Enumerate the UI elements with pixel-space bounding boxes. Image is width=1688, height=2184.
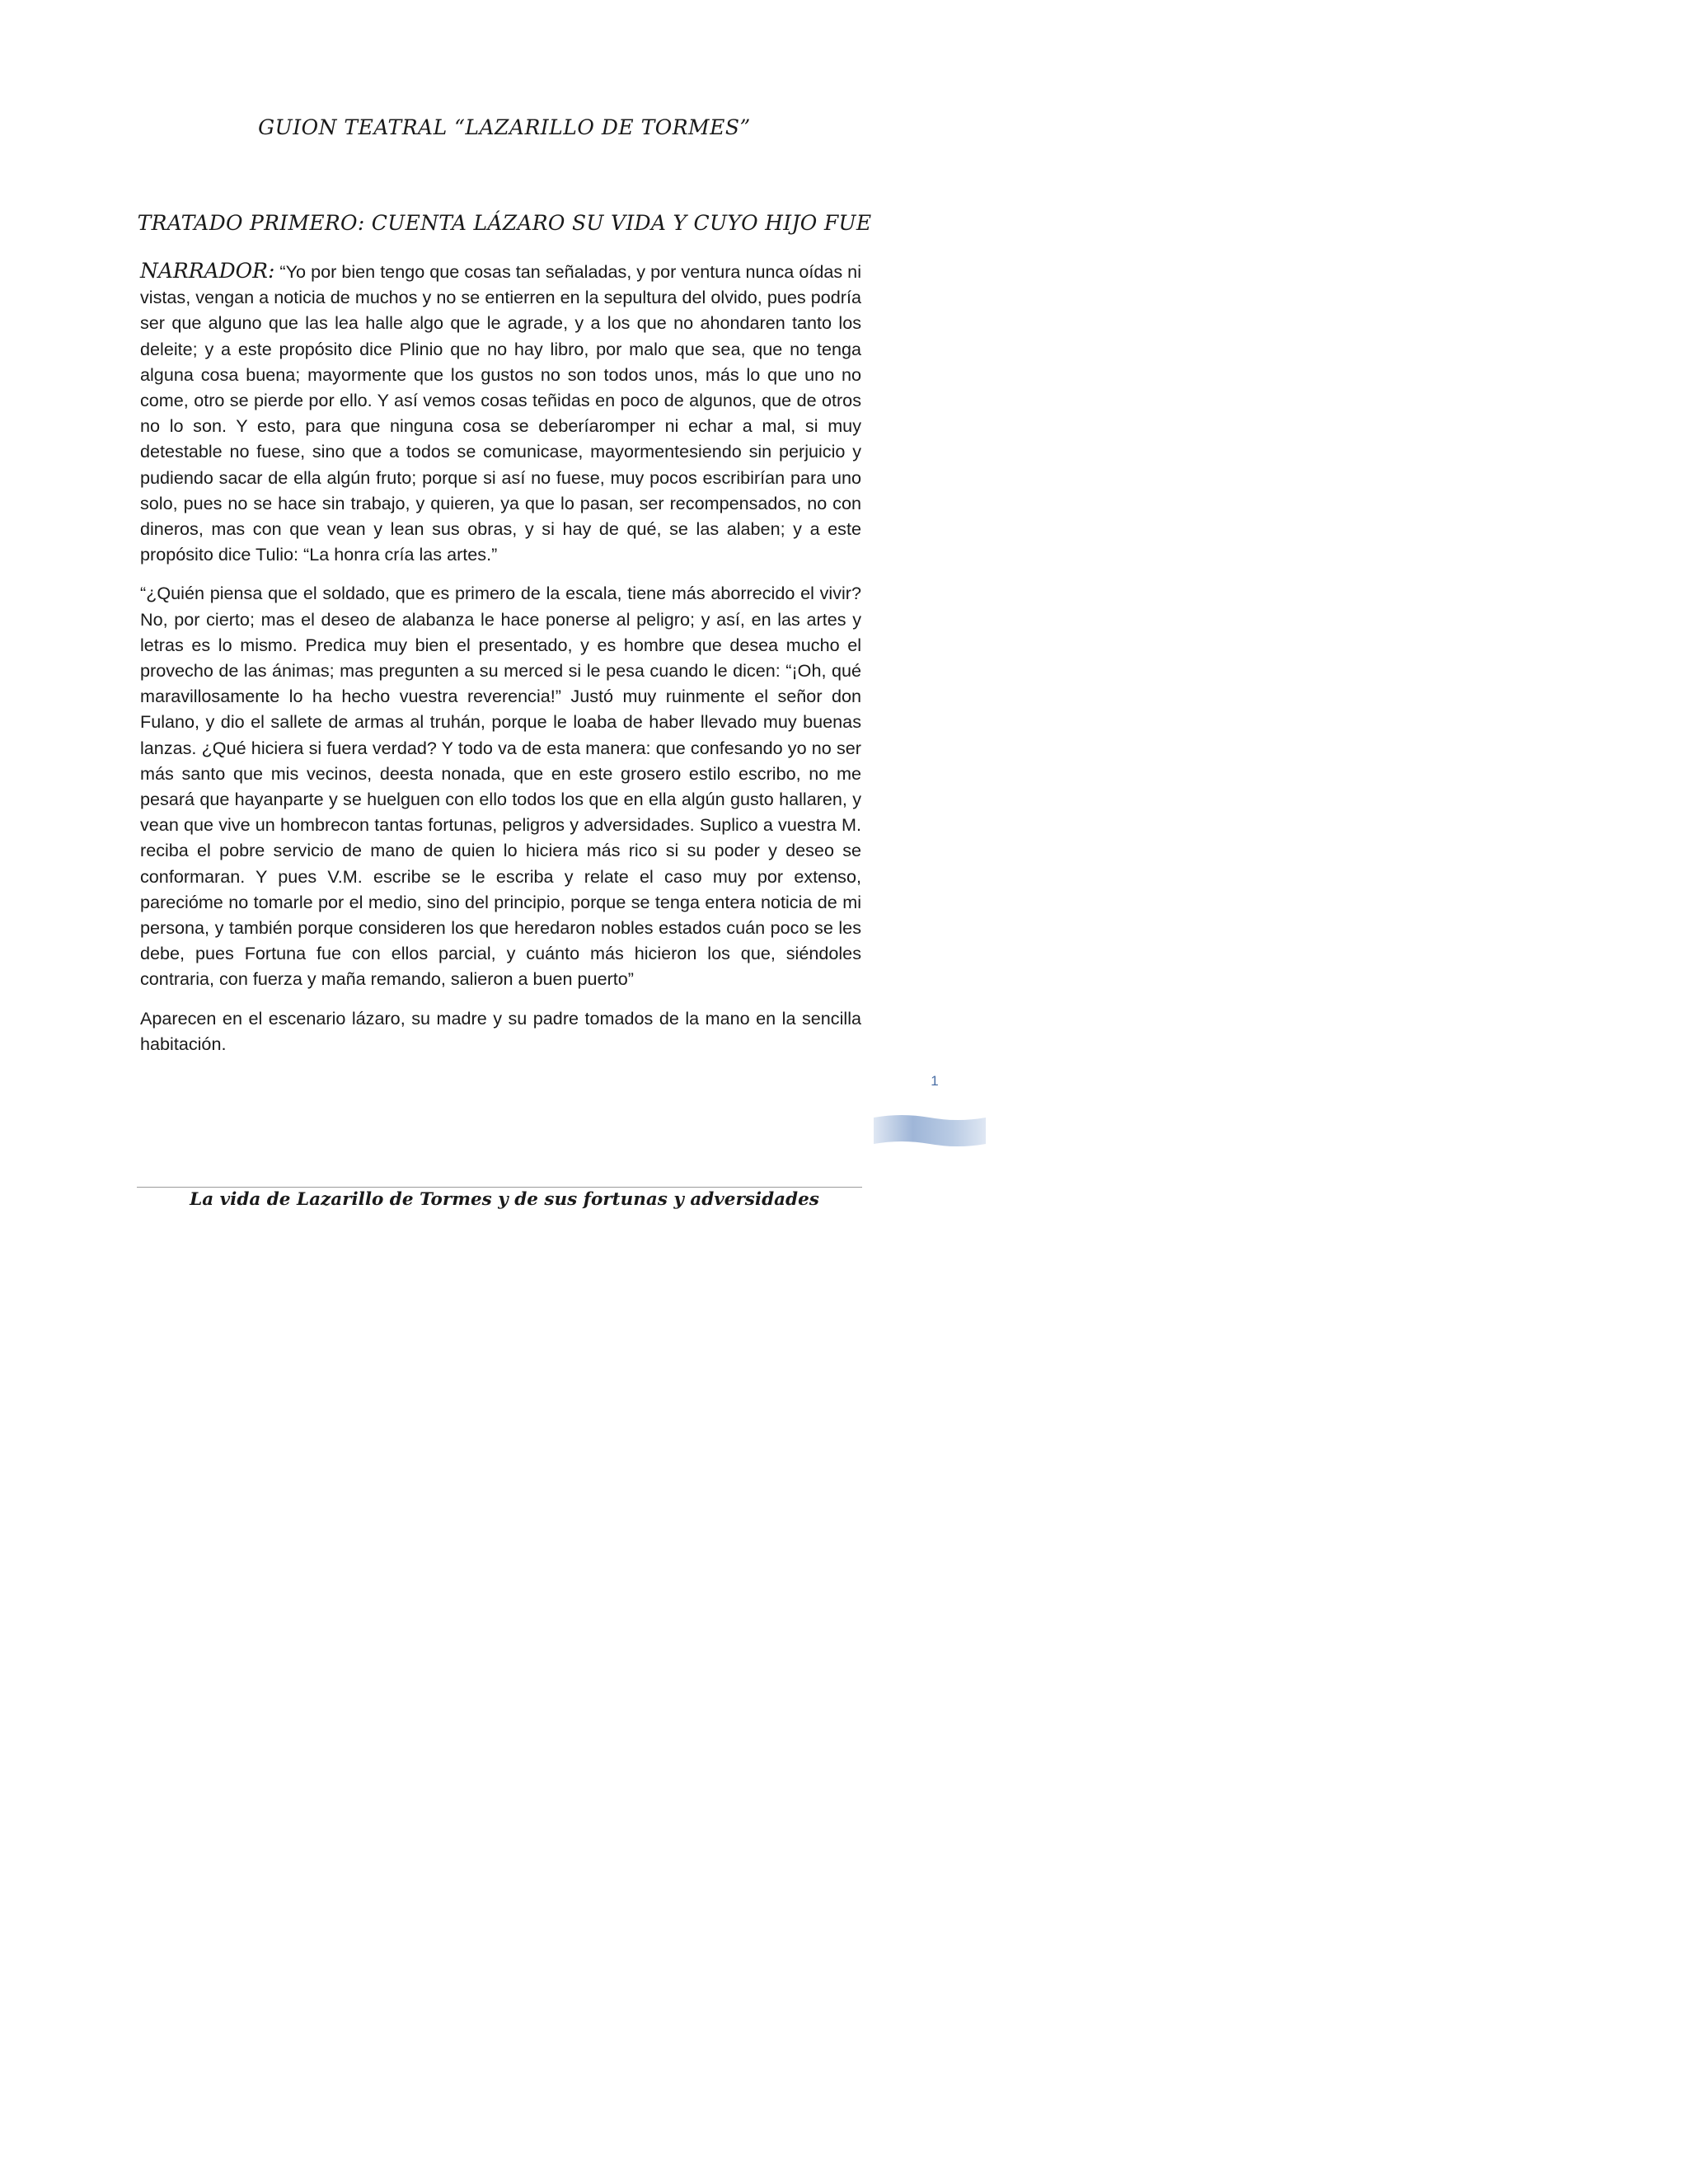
paragraph-text: Aparecen en el escenario lázaro, su madre y su padre tomados de la mano en la sencilla habitación. [140,1007,861,1054]
paragraph-text: “¿Quién piensa que el soldado, que es primero de la escala, tiene más aborrecido el vivir? No, por cierto; mas el deseo de alabanza le hace ponerse al peligro; y así, en las artes y letras es lo mismo. Predica muy bien el presentado, y es hombre que desea mucho el provecho de las ánimas; mas pregunten a su merced si le pesa cuando le dicen: “¡Oh, qué maravillosamente lo ha hecho vuestra reverencia!” Justó muy ruinmente el señor don Fulano, y dio el sallete de armas al truhán, porque le loaba de haber llevado muy buenas lanzas. ¿Qué hiciera si fuera verdad? Y todo va de esta manera: que confesando yo no ser más santo que mis vecinos, deesta nonada, que en este grosero estilo escribo, no me pesará que hayanparte y se huelguen con ello todos los que en ella algún gusto hallaren, y vean que vive un hombrecon tantas fortunas, peligros y adversidades. Suplico a vuestra M. reciba el pobre servicio de mano de quien lo hiciera más rico si su poder y deseo se conformaran. Y pues V.M. escribe se le escriba y relate el caso muy por extenso, parecióme no tomarle por el medio, sino del principio, porque se tenga entera noticia de mi persona, y también porque consideren los que heredaron nobles estados cuán poco se les debe, pues Fortuna fue con ellos parcial, y cuánto más hicieron los que, siéndoles contraria, con fuerza y maña remando, salieron a buen puerto” [140,583,861,990]
section-heading: TRATADO PRIMERO: CUENTA LÁZARO SU VIDA Y CUYO HIJO FUE [137,211,872,235]
paragraph [140,580,861,991]
paragraph-text: “Yo por bien tengo que cosas tan señaladas, y por ventura nunca oídas ni vistas, vengan a noticia de muchos y no se entierren en la sepultura del olvido, pues podría ser que alguno que las lea halle algo que le agrade, y a los que no ahondaren tanto los deleite; y a este propósito dice Plinio que no hay libro, por malo que sea, que no tenga alguna cosa buena; mayormente que los gustos no son todos unos, más lo que uno no come, otro se pierde por ello. Y así vemos cosas teñidas en poco de algunos, que de otros no lo son. Y esto, para que ninguna cosa se deberíaromper ni echar a mal, si muy detestable no fuese, sino que a todos se comunicase, mayormentesiendo sin perjuicio y pudiendo sacar de ella algún fruto; porque si así no fuese, muy pocos escribirían para uno solo, pues no se hace sin trabajo, y quieren, ya que lo pasan, ser recompensados, no con dineros, mas con que vean y lean sus obras, y si hay de qué, se las alaben; y a este propósito dice Tulio: “La honra cría las artes.” [140,261,861,565]
paragraph-narrator [140,258,861,567]
page-footer: La vida de Lazarillo de Tormes y de sus fortunas y adversidades [190,1189,819,1210]
page-number: 1 [931,1073,939,1089]
stage-direction [140,1005,861,1057]
document-body [140,258,861,1070]
page-tab-decoration [874,1114,986,1147]
document-title: GUION TEATRAL “LAZARILLO DE TORMES” [258,115,751,139]
speaker-label: NARRADOR: [140,259,275,283]
footer-divider [137,1187,862,1188]
